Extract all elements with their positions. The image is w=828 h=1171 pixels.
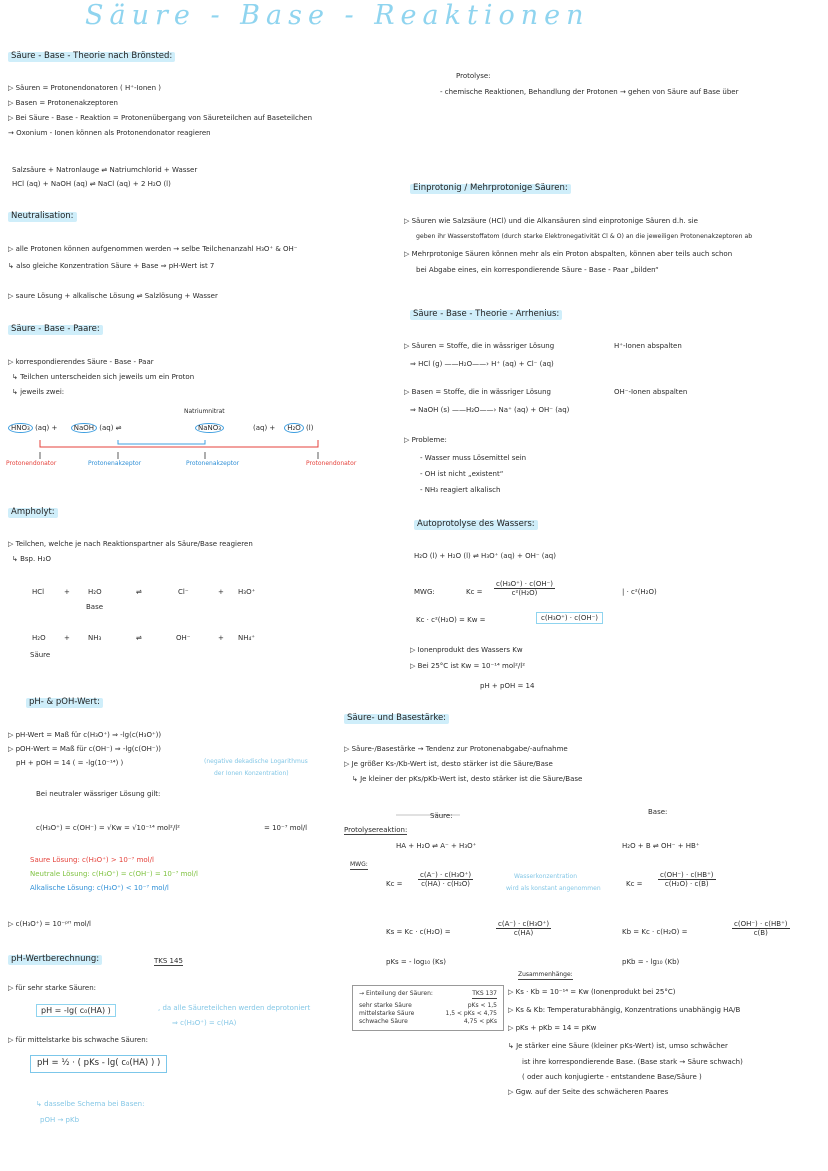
strength-kc-acid-num: c(A⁻) · c(H₃O⁺) (420, 871, 472, 879)
arrhenius-acid-eq: ⇒ HCl (g) ——H₂O——› H⁺ (aq) + Cl⁻ (aq) (410, 360, 554, 368)
auto-kc-fraction (494, 580, 555, 597)
arrhenius-acid: ▷ Säuren = Stoffe, die in wässriger Lösung (404, 342, 555, 350)
strength-acid-eq: HA + H₂O ⇌ A⁻ + H₃O⁺ (396, 842, 477, 850)
calc-weak-label: ▷ für mittelstarke bis schwache Säuren: (8, 1036, 149, 1044)
neutralisation-line-1: ▷ alle Protonen können aufgenommen werden → selbe Teilchenanzahl H₃O⁺ & OH⁻ (8, 245, 298, 253)
strength-z5: ist ihre korrespondierende Base. (Base stark → Säure schwach) (522, 1058, 743, 1066)
ampholyt-r2-d: NH₄⁺ (238, 634, 256, 642)
ampholyt-r1-note: Base (86, 603, 104, 611)
strength-z2: ▷ Ks & Kb: Temperaturabhängig, Konzentrations unabhängig HA/B (508, 1006, 741, 1014)
ampholyt-r1-b: H₂O (88, 588, 102, 596)
acid-class-range: pKs < 1,5 (467, 1002, 497, 1010)
h2o-circled: H₂O (284, 423, 304, 433)
calc-heading: pH-Wertberechnung: (8, 955, 102, 965)
pairs-salt-name: Natriumnitrat (184, 408, 225, 415)
pairs-line-1: ▷ korrespondierendes Säure - Base - Paar (8, 358, 154, 366)
strength-z6: ( oder auch konjugierte - entstandene Base/Säure ) (522, 1073, 702, 1081)
strength-kb-label: Kb = Kc · c(H₂O) = (622, 928, 688, 936)
auto-ion-2: ▷ Bei 25°C ist Kw = 10⁻¹⁴ mol²/l² (410, 662, 526, 670)
strength-line-2: ▷ Je größer Ks-/Kb-Wert ist, desto stärker ist die Säure/Base (344, 760, 553, 768)
ph-neutral-result: = 10⁻⁷ mol/l (264, 824, 308, 832)
ampholyt-r2-plus: + (64, 634, 70, 642)
pairs-eq-part-2: (aq) ⇌ (99, 424, 122, 432)
arrhenius-heading: Säure - Base - Theorie - Arrhenius: (410, 310, 562, 320)
pairs-eq-part-4: (l) (306, 424, 314, 432)
ampholyt-r2-c: OH⁻ (176, 634, 191, 642)
ampholyt-heading: Ampholyt: (8, 508, 58, 518)
label-protonenakzeptor-2: Protonenakzeptor (186, 460, 240, 467)
arrhenius-problem-2: - OH ist nicht „existent“ (420, 470, 504, 478)
arrhenius-base-right: OH⁻-Ionen abspalten (614, 388, 688, 396)
protic-line-2: geben ihr Wasserstoffatom (durch starke Elektronegativität Cl & O) an die jeweiligen Protonenakzeptoren ab (416, 233, 753, 240)
auto-kw-box: c(H₃O⁺) · c(OH⁻) (536, 612, 603, 624)
ampholyt-r1-plus: + (64, 588, 70, 596)
ampholyt-r2-plus2: + (218, 634, 224, 642)
acid-class-range: 4,75 < pKs (463, 1018, 497, 1026)
neutralisation-line-2: ↳ also gleiche Konzentration Säure + Base ⇒ pH-Wert ist 7 (8, 262, 215, 270)
pairs-equation (8, 424, 313, 432)
label-protonendonator-1: Protonendonator (6, 460, 57, 467)
label-protonendonator-2: Protonendonator (306, 460, 357, 467)
strength-base-eq: H₂O + B ⇌ OH⁻ + HB⁺ (622, 842, 700, 850)
strength-base-heading: Base: (648, 808, 668, 816)
ampholyt-r2-note: Säure (30, 651, 51, 659)
strength-kc-base-den: c(H₂O) · c(B) (664, 880, 709, 889)
strength-kc-base-fraction (658, 871, 716, 888)
arrhenius-acid-right: H⁺-Ionen abspalten (614, 342, 682, 350)
auto-ion-1: ▷ Ionenprodukt des Wassers Kw (410, 646, 523, 654)
strength-z1: ▷ Ks · Kb = 10⁻¹⁴ = Kw (Ionenprodukt bei 25°C) (508, 988, 676, 996)
strength-ks-num: c(A⁻) · c(H₃O⁺) (498, 920, 550, 928)
strength-z7: ▷ Ggw. auf der Seite des schwächeren Paares (508, 1088, 669, 1096)
acid-classification-title: → Einteilung der Säuren: (359, 990, 433, 997)
ph-note-2: der Ionen Konzentration) (214, 770, 289, 777)
arrhenius-base: ▷ Basen = Stoffe, die in wässriger Lösung (404, 388, 551, 396)
strength-water-note-2: wird als konstant angenommen (506, 885, 601, 892)
bronsted-reaction-formula: HCl (aq) + NaOH (aq) ⇌ NaCl (aq) + 2 H₂O (l) (12, 180, 171, 188)
strength-zus-heading: Zusammenhänge: (518, 971, 573, 978)
strength-z4: ↳ Je stärker eine Säure (kleiner pKs-Wert) ist, umso schwächer (508, 1042, 728, 1050)
auto-kc-numerator: c(H₃O⁺) · c(OH⁻) (496, 580, 554, 588)
bronsted-reaction-words: Salzsäure + Natronlauge ⇌ Natriumchlorid + Wasser (12, 166, 198, 174)
ampholyt-r1-arrow: ⇌ (136, 588, 142, 596)
naoh-circled: NaOH (71, 423, 97, 433)
ph-heading: pH- & pOH-Wert: (26, 698, 103, 708)
acid-class-name: schwache Säure (359, 1018, 408, 1026)
pairs-eq-part-1: (aq) + (35, 424, 58, 432)
ph-concentration: ▷ c(H₃O⁺) = 10⁻ᵖᴴ mol/l (8, 920, 91, 928)
auto-heading: Autoprotolyse des Wassers: (414, 520, 538, 530)
auto-mwg-label: MWG: (414, 588, 435, 596)
ampholyt-r2-arrow: ⇌ (136, 634, 142, 642)
acid-class-name: sehr starke Säure (359, 1002, 412, 1010)
ampholyt-r1-d: H₃O⁺ (238, 588, 256, 596)
acid-class-name: mittelstarke Säure (359, 1010, 415, 1018)
strength-pkb: pKb = - lg₁₀ (Kb) (622, 958, 680, 966)
strength-kc-acid-label: Kc = (386, 880, 403, 888)
acid-class-range: 1,5 < pKs < 4,75 (445, 1010, 497, 1018)
acid-classification-ref: TKS 137 (472, 990, 497, 999)
pairs-eq-part-3: (aq) + (253, 424, 276, 432)
calc-strong-note-2: ⇒ c(H₃O⁺) = c(HA) (172, 1019, 237, 1027)
arrhenius-problems-heading: ▷ Probleme: (404, 436, 447, 444)
strength-kc-acid-fraction (418, 871, 473, 888)
auto-kc-denominator: c²(H₂O) (511, 589, 538, 598)
ampholyt-r1-c: Cl⁻ (178, 588, 189, 596)
strength-kc-base-label: Kc = (626, 880, 643, 888)
ph-alkaline-solution: Alkalische Lösung: c(H₃O⁺) < 10⁻⁷ mol/l (30, 884, 169, 892)
strength-proto-heading: Protolysereaktion: (344, 826, 408, 834)
protic-line-4: bei Abgabe eines, ein korrespondierende Säure - Base - Paar „bilden“ (416, 266, 659, 274)
arrhenius-problem-1: - Wasser muss Lösemittel sein (420, 454, 527, 462)
strength-z3: ▷ pKs + pKb = 14 = pKw (508, 1024, 597, 1032)
strength-pks: pKs = - log₁₀ (Ks) (386, 958, 446, 966)
hno3-circled: HNO₃ (8, 423, 33, 433)
ph-line-1: ▷ pH-Wert = Maß für c(H₃O⁺) ⇒ -lg(c(H₃O⁺)) (8, 731, 162, 739)
calc-strong-note-1: , da alle Säureteilchen werden deprotoniert (158, 1004, 311, 1012)
ph-neutral-formula: c(H₃O⁺) = c(OH⁻) = √Kw = √10⁻¹⁴ mol²/l² (36, 824, 180, 832)
ampholyt-line-2: ↳ Bsp. H₂O (12, 555, 52, 563)
bronsted-line-1: ▷ Säuren = Protonendonatoren ( H⁺-Ionen ) (8, 84, 161, 92)
bronsted-line-3: ▷ Bei Säure - Base - Reaktion = Protonenübergang von Säureteilchen auf Baseteilchen (8, 114, 313, 122)
neutralisation-line-3: ▷ saure Lösung + alkalische Lösung ⇌ Salzlösung + Wasser (8, 292, 218, 300)
protic-line-3: ▷ Mehrprotonige Säuren können mehr als ein Proton abspalten, können aber teils auch schon (404, 250, 733, 258)
strength-ks-fraction (496, 920, 551, 937)
pairs-line-3: ↳ jeweils zwei: (12, 388, 65, 396)
calc-strong-formula: pH = -lg( c₀(HA) ) (36, 1004, 116, 1017)
bronsted-heading: Säure - Base - Theorie nach Brönsted: (8, 52, 175, 62)
arrhenius-base-eq: ⇒ NaOH (s) ——H₂O——› Na⁺ (aq) + OH⁻ (aq) (410, 406, 570, 414)
strength-heading: Säure- und Basestärke: (344, 714, 449, 724)
arrhenius-problem-3: - NH₃ reagiert alkalisch (420, 486, 501, 494)
ph-neutral-solution: Neutrale Lösung: c(H₃O⁺) = c(OH⁻) = 10⁻⁷ mol/l (30, 870, 198, 878)
strength-kb-num: c(OH⁻) · c(HB⁺) (734, 920, 788, 928)
strength-kb-fraction (732, 920, 790, 937)
pairs-line-2: ↳ Teilchen unterscheiden sich jeweils um ein Proton (12, 373, 195, 381)
bronsted-line-2: ▷ Basen = Protonenakzeptoren (8, 99, 118, 107)
neutralisation-heading: Neutralisation: (8, 212, 77, 222)
acid-classification-box (352, 985, 504, 1031)
auto-equation: H₂O (l) + H₂O (l) ⇌ H₃O⁺ (aq) + OH⁻ (aq) (414, 552, 556, 560)
calc-base-note-2: pOH → pKb (40, 1116, 80, 1124)
ampholyt-r2-a: H₂O (32, 634, 46, 642)
ampholyt-line-1: ▷ Teilchen, welche je nach Reaktionspartner als Säure/Base reagieren (8, 540, 253, 548)
auto-ion-3: pH + pOH = 14 (480, 682, 535, 690)
page-title: Säure - Base - Reaktionen (85, 0, 590, 31)
strength-ks-label: Ks = Kc · c(H₂O) = (386, 928, 451, 936)
protolyse-text: - chemische Reaktionen, Behandlung der Protonen → gehen von Säure auf Base über (440, 88, 739, 96)
protolyse-heading: Protolyse: (456, 72, 491, 80)
ph-note-1: (negative dekadische Logarithmus (204, 758, 308, 765)
ph-acid-solution: Saure Lösung: c(H₃O⁺) > 10⁻⁷ mol/l (30, 856, 154, 864)
bronsted-line-4: → Oxonium - Ionen können als Protonendonator reagieren (8, 129, 211, 137)
calc-base-note-1: ↳ dasselbe Schema bei Basen: (36, 1100, 145, 1108)
ampholyt-r1-a: HCl (32, 588, 45, 596)
nano3-circled: NaNO₃ (195, 423, 224, 433)
strength-mwg-label: MWG: (350, 861, 368, 868)
strength-acid-heading: Säure: (430, 812, 453, 820)
auto-kc-label: Kc = (466, 588, 483, 596)
calc-ref: TKS 145 (154, 957, 183, 965)
protic-line-1: ▷ Säuren wie Salzsäure (HCl) und die Alkansäuren sind einprotonige Säuren d.h. sie (404, 217, 698, 225)
protic-heading: Einprotonig / Mehrprotonige Säuren: (410, 184, 571, 194)
strength-line-3: ↳ Je kleiner der pKs/pKb-Wert ist, desto stärker ist die Säure/Base (352, 775, 583, 783)
ph-line-2: ▷ pOH-Wert = Maß für c(OH⁻) ⇒ -lg(c(OH⁻)) (8, 745, 162, 753)
strength-line-1: ▷ Säure-/Basestärke → Tendenz zur Protonenabgabe/-aufnahme (344, 745, 568, 753)
label-protonenakzeptor-1: Protonenakzeptor (88, 460, 142, 467)
ph-neutral-intro: Bei neutraler wässriger Lösung gilt: (36, 790, 161, 798)
ampholyt-r2-b: NH₃ (88, 634, 102, 642)
calc-weak-formula: pH = ½ · ( pKs - lg( c₀(HA) ) ) (30, 1055, 167, 1073)
strength-kc-acid-den: c(HA) · c(H₂O) (421, 880, 470, 889)
strength-ks-den: c(HA) (513, 929, 534, 938)
ampholyt-r1-plus2: + (218, 588, 224, 596)
auto-kw-left: Kc · c²(H₂O) = Kw = (416, 616, 486, 624)
calc-strong-label: ▷ für sehr starke Säuren: (8, 984, 96, 992)
strength-water-note-1: Wasserkonzentration (514, 873, 578, 880)
pairs-heading: Säure - Base - Paare: (8, 325, 103, 335)
strength-kc-base-num: c(OH⁻) · c(HB⁺) (660, 871, 714, 879)
ph-line-3: pH + pOH = 14 ( = -lg(10⁻¹⁴) ) (16, 759, 124, 767)
strength-kb-den: c(B) (753, 929, 768, 938)
auto-kc-note: | · c²(H₂O) (622, 588, 657, 596)
